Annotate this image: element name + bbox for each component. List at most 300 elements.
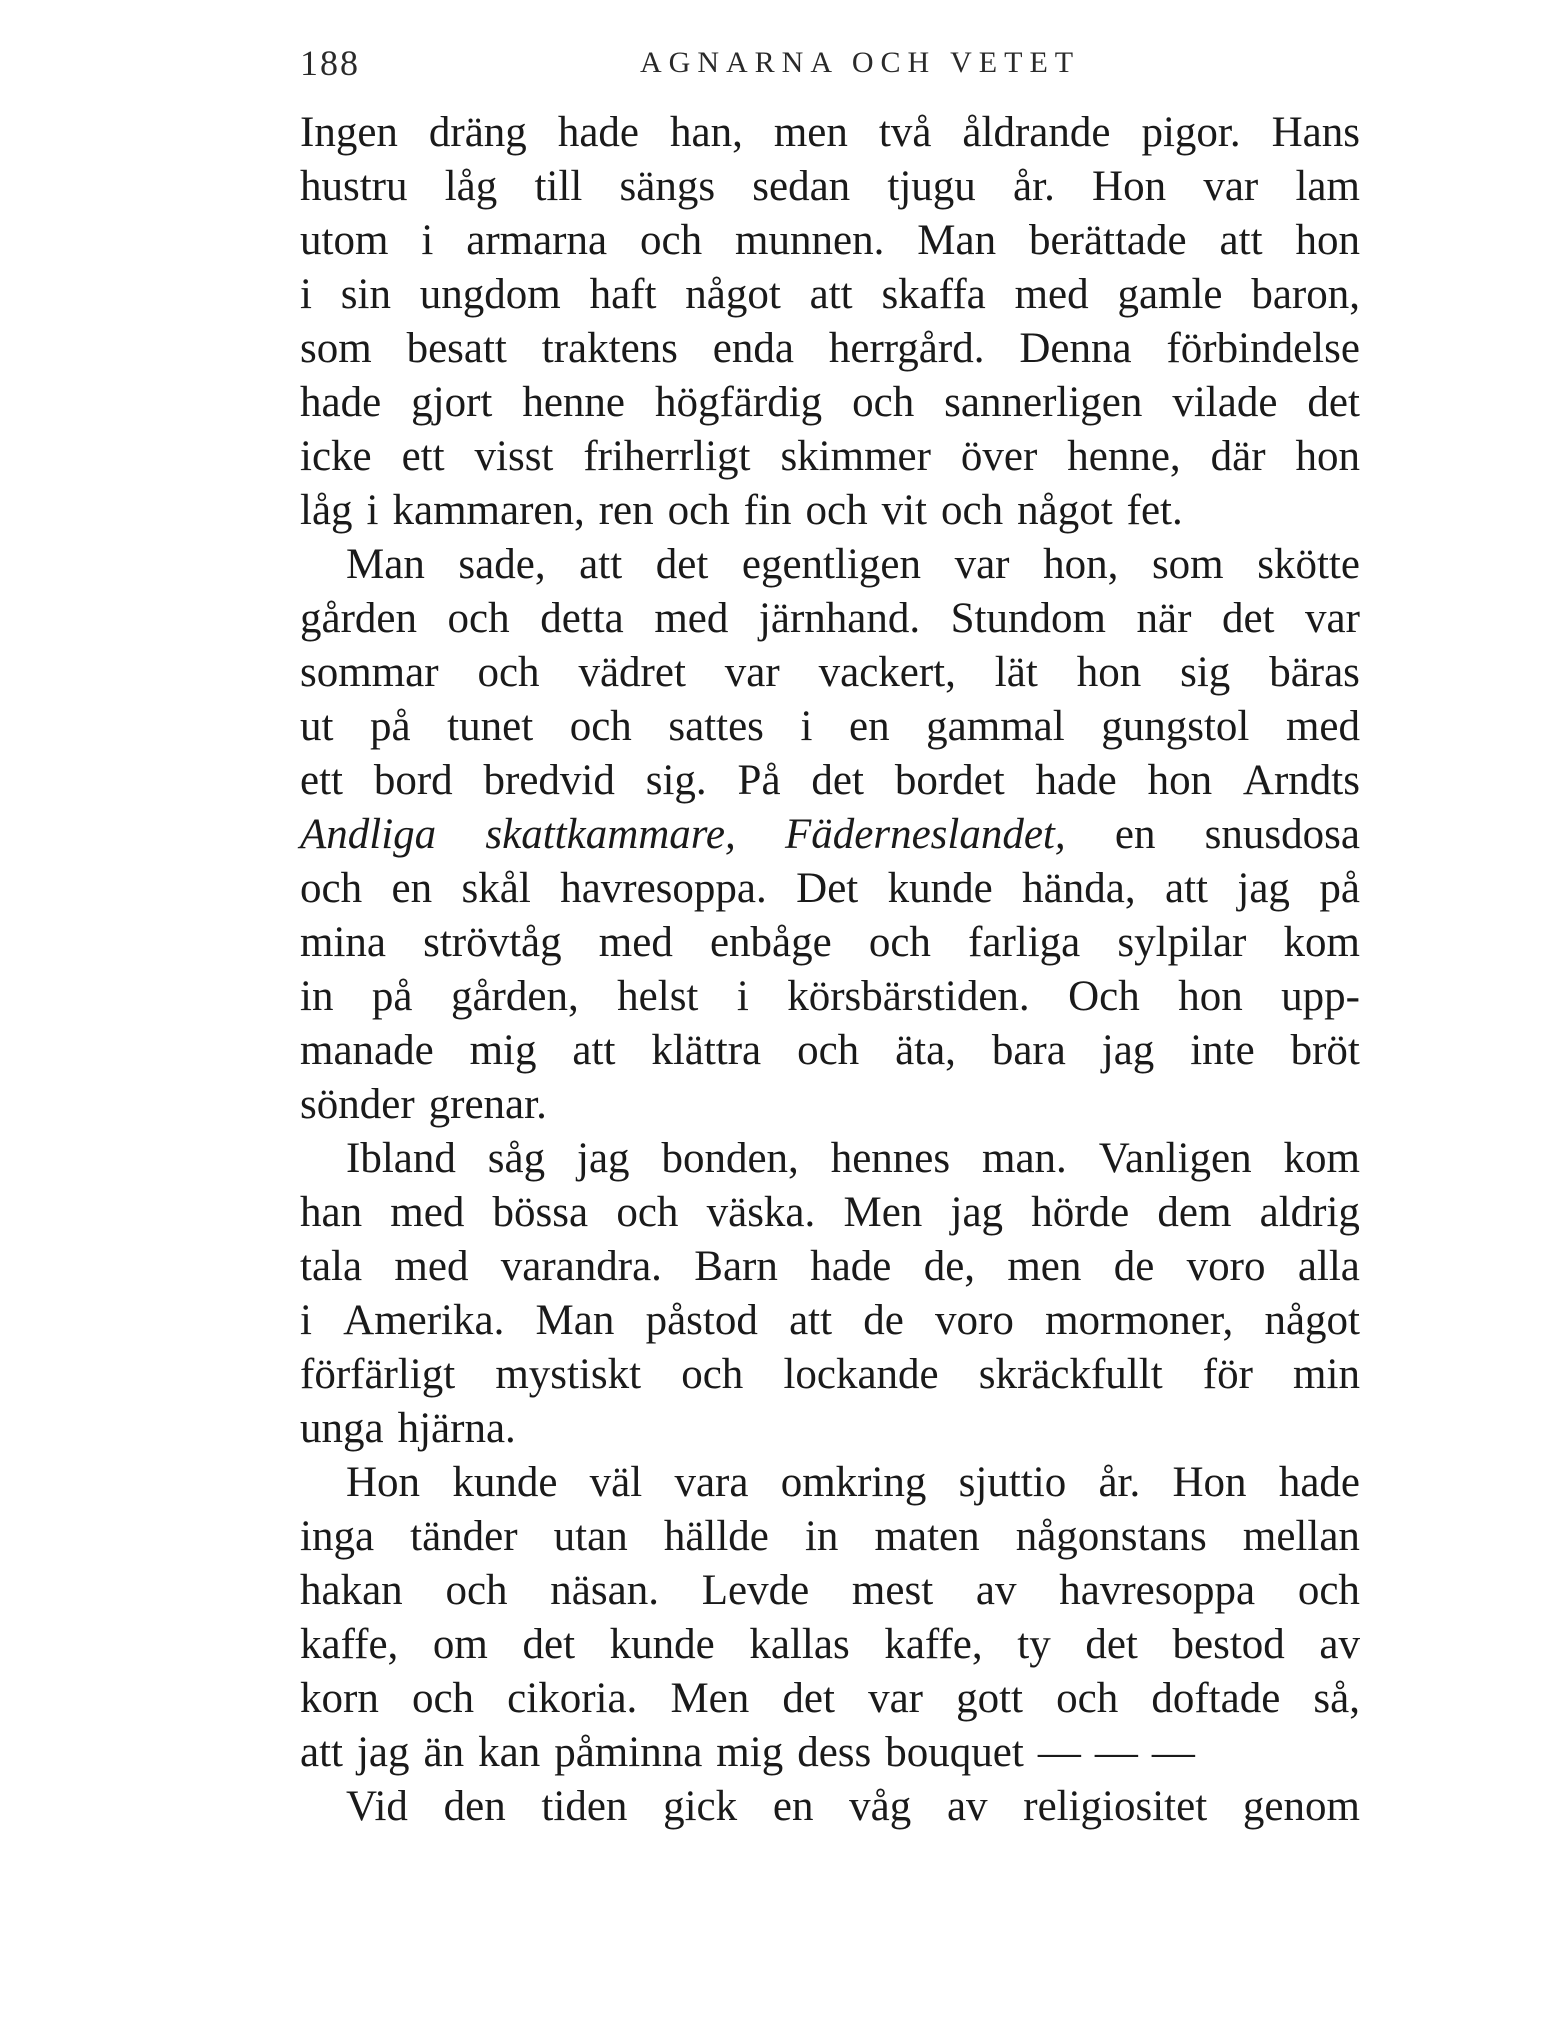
- word: två: [878, 109, 932, 156]
- word: bara: [991, 1027, 1066, 1074]
- word: kunde: [887, 865, 993, 912]
- word: min: [1293, 1351, 1360, 1398]
- word: kunde: [452, 1459, 558, 1506]
- word: vit: [881, 487, 928, 534]
- text-line: [300, 106, 1360, 160]
- word: religiositet: [1023, 1783, 1208, 1830]
- word: av: [1319, 1621, 1360, 1668]
- word: en: [772, 1783, 814, 1830]
- word: cikoria.: [507, 1675, 638, 1722]
- word: Och: [1068, 973, 1140, 1020]
- text-line: [300, 754, 1360, 808]
- word: en: [849, 703, 890, 750]
- text-line: [300, 160, 1360, 214]
- word: det: [1221, 595, 1275, 642]
- word: vackert,: [818, 649, 956, 696]
- word: sängs: [619, 163, 716, 210]
- word: och: [477, 649, 540, 696]
- word: och: [868, 919, 931, 966]
- word: jag: [356, 1729, 410, 1776]
- word: att: [1219, 217, 1263, 264]
- word: hon,: [1043, 541, 1119, 588]
- word: och: [447, 595, 510, 642]
- word: hade: [810, 1243, 892, 1290]
- word: voro: [1186, 1243, 1266, 1290]
- word: sin: [340, 271, 391, 318]
- word: påstod: [645, 1297, 758, 1344]
- word: körsbärstiden.: [787, 973, 1030, 1020]
- word: tiden: [541, 1783, 628, 1830]
- text-line: [300, 970, 1360, 1024]
- word: tjugu: [887, 163, 976, 210]
- word: Fäderneslandet,: [785, 811, 1066, 858]
- word: var: [1305, 595, 1360, 642]
- word: Denna: [1019, 325, 1132, 372]
- word: i: [300, 271, 312, 318]
- word: ren: [598, 487, 654, 534]
- text-line: [300, 862, 1360, 916]
- word: haft: [589, 271, 657, 318]
- word: sönder: [300, 1081, 415, 1128]
- text-line: [300, 1078, 1360, 1132]
- word: gick: [663, 1783, 738, 1830]
- word: väl: [589, 1459, 643, 1506]
- word: var: [954, 541, 1010, 588]
- text-line: [300, 538, 1360, 592]
- word: jag: [577, 1135, 630, 1182]
- word: år.: [1013, 163, 1055, 210]
- word: sattes: [668, 703, 764, 750]
- word: på: [370, 703, 411, 750]
- text-line: [300, 1780, 1360, 1834]
- word: henne,: [1067, 433, 1181, 480]
- text-line: [300, 916, 1360, 970]
- word: herrgård.: [828, 325, 985, 372]
- text-line: [300, 1672, 1360, 1726]
- word: kom: [1283, 919, 1360, 966]
- word: Levde: [701, 1567, 810, 1614]
- word: det: [1307, 379, 1360, 426]
- word: mina: [300, 919, 386, 966]
- word: traktens: [541, 325, 678, 372]
- word: och: [300, 865, 363, 912]
- text-line: [300, 376, 1360, 430]
- text-line: [300, 430, 1360, 484]
- word: ty: [1017, 1621, 1051, 1668]
- word: snusdosa: [1204, 811, 1360, 858]
- text-line: [300, 1402, 1360, 1456]
- word: och: [681, 1351, 744, 1398]
- word: Amerika.: [343, 1297, 505, 1344]
- word: Man: [917, 217, 997, 264]
- word: fet.: [1126, 487, 1183, 534]
- word: genom: [1242, 1783, 1360, 1830]
- word: och: [411, 1675, 475, 1722]
- word: havresoppa.: [560, 865, 767, 912]
- word: och: [805, 487, 868, 534]
- word: järnhand.: [758, 595, 921, 642]
- word: var: [868, 1675, 923, 1722]
- word: skattkammare,: [485, 811, 736, 858]
- word: och: [569, 703, 632, 750]
- word: sannerligen: [944, 379, 1143, 426]
- word: våg: [849, 1783, 912, 1830]
- word: skål: [461, 865, 531, 912]
- word: den: [443, 1783, 506, 1830]
- word: Det: [796, 865, 859, 912]
- word: varandra.: [500, 1243, 662, 1290]
- word: var: [1203, 163, 1259, 210]
- word: han,: [669, 109, 743, 156]
- word: bonden,: [661, 1135, 799, 1182]
- word: tala: [300, 1243, 363, 1290]
- word: mig: [469, 1027, 537, 1074]
- word: men: [1007, 1243, 1082, 1290]
- word: Barn: [694, 1243, 778, 1290]
- word: bäras: [1269, 649, 1360, 696]
- word: år.: [1098, 1459, 1141, 1506]
- word: upp-: [1281, 973, 1360, 1020]
- text-line: [300, 1456, 1360, 1510]
- word: i: [421, 217, 434, 264]
- word: ett: [401, 433, 445, 480]
- word: Man: [535, 1297, 615, 1344]
- text-line: [300, 268, 1360, 322]
- text-line: [300, 1726, 1360, 1780]
- word: sig.: [645, 757, 707, 804]
- word: med: [390, 1189, 465, 1236]
- word: in: [300, 973, 334, 1020]
- word: var: [724, 649, 780, 696]
- word: där: [1210, 433, 1266, 480]
- word: havresoppa: [1059, 1567, 1256, 1614]
- word: låg: [444, 163, 498, 210]
- word: Man: [346, 541, 425, 588]
- word: det: [655, 541, 709, 588]
- word: utan: [553, 1513, 628, 1560]
- word: hällde: [663, 1513, 769, 1560]
- word: med: [1014, 271, 1089, 318]
- word: han: [300, 1189, 363, 1236]
- word: dem: [1157, 1189, 1232, 1236]
- word: gammal: [926, 703, 1065, 750]
- word: dess: [797, 1729, 872, 1776]
- word: klättra: [651, 1027, 762, 1074]
- word: hon: [1147, 757, 1213, 804]
- text-line: [300, 214, 1360, 268]
- word: Arndts: [1242, 757, 1360, 804]
- word: bordet: [894, 757, 1005, 804]
- word: och: [797, 1027, 860, 1074]
- word: —: [1037, 1729, 1081, 1776]
- word: hakan: [300, 1567, 403, 1614]
- word: Hon: [346, 1459, 421, 1506]
- word: hustru: [300, 163, 408, 210]
- word: att: [579, 541, 623, 588]
- word: mormoner,: [1045, 1297, 1234, 1344]
- running-header: [300, 42, 1360, 92]
- word: för: [1202, 1351, 1253, 1398]
- word: inte: [1190, 1027, 1255, 1074]
- word: väska.: [706, 1189, 816, 1236]
- word: voro: [935, 1297, 1014, 1344]
- word: med: [598, 919, 673, 966]
- word: detta: [540, 595, 624, 642]
- word: och: [1056, 1675, 1119, 1722]
- text-line: [300, 322, 1360, 376]
- word: det: [811, 757, 864, 804]
- word: Ingen: [300, 109, 398, 156]
- word: med: [1285, 703, 1360, 750]
- word: tunet: [447, 703, 534, 750]
- word: över: [960, 433, 1038, 480]
- word: det: [522, 1621, 576, 1668]
- word: bröt: [1290, 1027, 1360, 1074]
- word: gott: [956, 1675, 1023, 1722]
- word: in: [804, 1513, 839, 1560]
- word: omkring: [780, 1459, 927, 1506]
- word: jag: [950, 1189, 1004, 1236]
- word: fin: [743, 487, 792, 534]
- word: mellan: [1242, 1513, 1360, 1560]
- word: än: [423, 1729, 465, 1776]
- text-line: [300, 484, 1360, 538]
- word: mystiskt: [495, 1351, 642, 1398]
- word: att: [572, 1027, 616, 1074]
- word: de: [863, 1297, 904, 1344]
- word: kallas: [749, 1621, 850, 1668]
- word: sedan: [752, 163, 851, 210]
- word: att: [789, 1297, 833, 1344]
- word: på: [1319, 865, 1360, 912]
- text-line: [300, 592, 1360, 646]
- word: bestod: [1172, 1621, 1285, 1668]
- word: Ibland: [346, 1135, 456, 1182]
- word: henne: [522, 379, 625, 426]
- word: hörde: [1031, 1189, 1130, 1236]
- word: —: [1151, 1729, 1195, 1776]
- word: visst: [474, 433, 554, 480]
- word: gården: [300, 595, 417, 642]
- word: i: [300, 1297, 312, 1344]
- word: låg: [300, 487, 353, 534]
- word: sommar: [300, 649, 439, 696]
- word: bouquet: [885, 1729, 1024, 1776]
- text-line: [300, 1294, 1360, 1348]
- body-text: [300, 106, 1360, 1834]
- word: av: [975, 1567, 1017, 1614]
- word: sylpilar: [1117, 919, 1247, 966]
- word: ett: [300, 757, 343, 804]
- word: som: [1151, 541, 1224, 588]
- word: Stundom: [950, 595, 1106, 642]
- page-number: 188: [300, 43, 360, 83]
- word: —: [1094, 1729, 1138, 1776]
- word: bord: [373, 757, 453, 804]
- word: sade,: [458, 541, 546, 588]
- word: doftade: [1151, 1675, 1281, 1722]
- word: jag: [1237, 865, 1290, 912]
- word: i: [366, 487, 379, 534]
- word: kan: [478, 1729, 541, 1776]
- word: bredvid: [483, 757, 615, 804]
- text-line: [300, 1132, 1360, 1186]
- word: och: [1297, 1567, 1360, 1614]
- word: äta,: [895, 1027, 956, 1074]
- word: att: [809, 271, 853, 318]
- word: och: [667, 487, 730, 534]
- word: hon: [1076, 649, 1142, 696]
- word: strövtåg: [423, 919, 562, 966]
- word: och: [616, 1189, 679, 1236]
- word: av: [946, 1783, 988, 1830]
- word: i: [800, 703, 813, 750]
- word: kaffe,: [884, 1621, 983, 1668]
- word: de,: [923, 1243, 976, 1290]
- word: inga: [300, 1513, 375, 1560]
- word: tänder: [410, 1513, 518, 1560]
- word: unga: [300, 1405, 384, 1452]
- word: aldrig: [1259, 1189, 1360, 1236]
- word: hade: [300, 379, 382, 426]
- word: bössa: [492, 1189, 589, 1236]
- word: med: [394, 1243, 469, 1290]
- word: kammaren,: [392, 487, 585, 534]
- word: gungstol: [1101, 703, 1250, 750]
- word: hjärna.: [397, 1405, 516, 1452]
- word: vara: [674, 1459, 749, 1506]
- word: åldrande: [962, 109, 1111, 156]
- word: skötte: [1257, 541, 1360, 588]
- word: det: [1085, 1621, 1138, 1668]
- word: hennes: [830, 1135, 951, 1182]
- word: helst: [617, 973, 699, 1020]
- word: maten: [874, 1513, 980, 1560]
- word: Hon: [1172, 1459, 1247, 1506]
- text-line: [300, 1618, 1360, 1672]
- word: korn: [300, 1675, 379, 1722]
- word: Vanligen: [1098, 1135, 1252, 1182]
- word: ut: [300, 703, 334, 750]
- word: skimmer: [780, 433, 931, 480]
- word: berättade: [1029, 217, 1187, 264]
- word: hända,: [1022, 865, 1136, 912]
- word: enbåge: [709, 919, 832, 966]
- text-line: [300, 1510, 1360, 1564]
- word: förfärligt: [300, 1351, 456, 1398]
- word: förbindelse: [1166, 325, 1360, 372]
- word: icke: [300, 433, 372, 480]
- word: en: [1114, 811, 1156, 858]
- word: vilade: [1172, 379, 1278, 426]
- word: något: [1264, 1297, 1360, 1344]
- text-line: [300, 1186, 1360, 1240]
- word: alla: [1297, 1243, 1360, 1290]
- word: mest: [851, 1567, 934, 1614]
- word: en: [391, 865, 433, 912]
- text-line: [300, 1024, 1360, 1078]
- word: så,: [1313, 1675, 1360, 1722]
- word: manade: [300, 1027, 434, 1074]
- word: att: [1164, 865, 1208, 912]
- word: pigor.: [1141, 109, 1241, 156]
- word: skaffa: [881, 271, 986, 318]
- word: dräng: [428, 109, 527, 156]
- text-line: [300, 1240, 1360, 1294]
- word: högfärdig: [654, 379, 823, 426]
- word: lät: [994, 649, 1038, 696]
- word: man.: [982, 1135, 1067, 1182]
- word: hade: [1035, 757, 1117, 804]
- word: gamle: [1117, 271, 1223, 318]
- word: och: [852, 379, 915, 426]
- word: grenar.: [428, 1081, 547, 1128]
- word: friherrligt: [583, 433, 751, 480]
- word: men: [773, 109, 848, 156]
- word: på: [371, 973, 413, 1020]
- word: när: [1136, 595, 1192, 642]
- word: näsan.: [550, 1567, 659, 1614]
- running-title: AGNARNA OCH VETET: [640, 46, 1081, 79]
- word: På: [737, 757, 781, 804]
- word: baron,: [1251, 271, 1360, 318]
- word: hon: [1295, 433, 1360, 480]
- word: något: [1017, 487, 1113, 534]
- word: hade: [1278, 1459, 1360, 1506]
- word: att: [300, 1729, 343, 1776]
- word: det: [782, 1675, 835, 1722]
- text-line: [300, 700, 1360, 754]
- word: Hon: [1092, 163, 1167, 210]
- word: besatt: [406, 325, 507, 372]
- word: utom: [300, 217, 389, 264]
- word: gården,: [450, 973, 579, 1020]
- word: munnen.: [735, 217, 885, 264]
- word: de: [1113, 1243, 1155, 1290]
- word: vädret: [578, 649, 686, 696]
- word: lam: [1295, 163, 1360, 210]
- word: armarna: [466, 217, 608, 264]
- word: sig: [1180, 649, 1231, 696]
- word: skräckfullt: [978, 1351, 1163, 1398]
- word: hade: [557, 109, 639, 156]
- word: Hans: [1271, 109, 1360, 156]
- word: såg: [487, 1135, 546, 1182]
- text-line: [300, 808, 1360, 862]
- word: som: [300, 325, 372, 372]
- word: om: [432, 1621, 488, 1668]
- word: och: [941, 487, 1004, 534]
- text-line: [300, 1564, 1360, 1618]
- word: till: [534, 163, 583, 210]
- word: med: [654, 595, 729, 642]
- text-line: [300, 1348, 1360, 1402]
- word: kunde: [609, 1621, 715, 1668]
- word: kom: [1283, 1135, 1360, 1182]
- word: gjort: [411, 379, 493, 426]
- word: i: [736, 973, 749, 1020]
- word: ungdom: [419, 271, 561, 318]
- word: Andliga: [300, 811, 437, 858]
- word: och: [445, 1567, 508, 1614]
- word: egentligen: [741, 541, 921, 588]
- word: något: [685, 271, 781, 318]
- text-line: [300, 646, 1360, 700]
- word: Men: [843, 1189, 923, 1236]
- word: enda: [712, 325, 794, 372]
- word: farliga: [968, 919, 1081, 966]
- word: kaffe,: [300, 1621, 399, 1668]
